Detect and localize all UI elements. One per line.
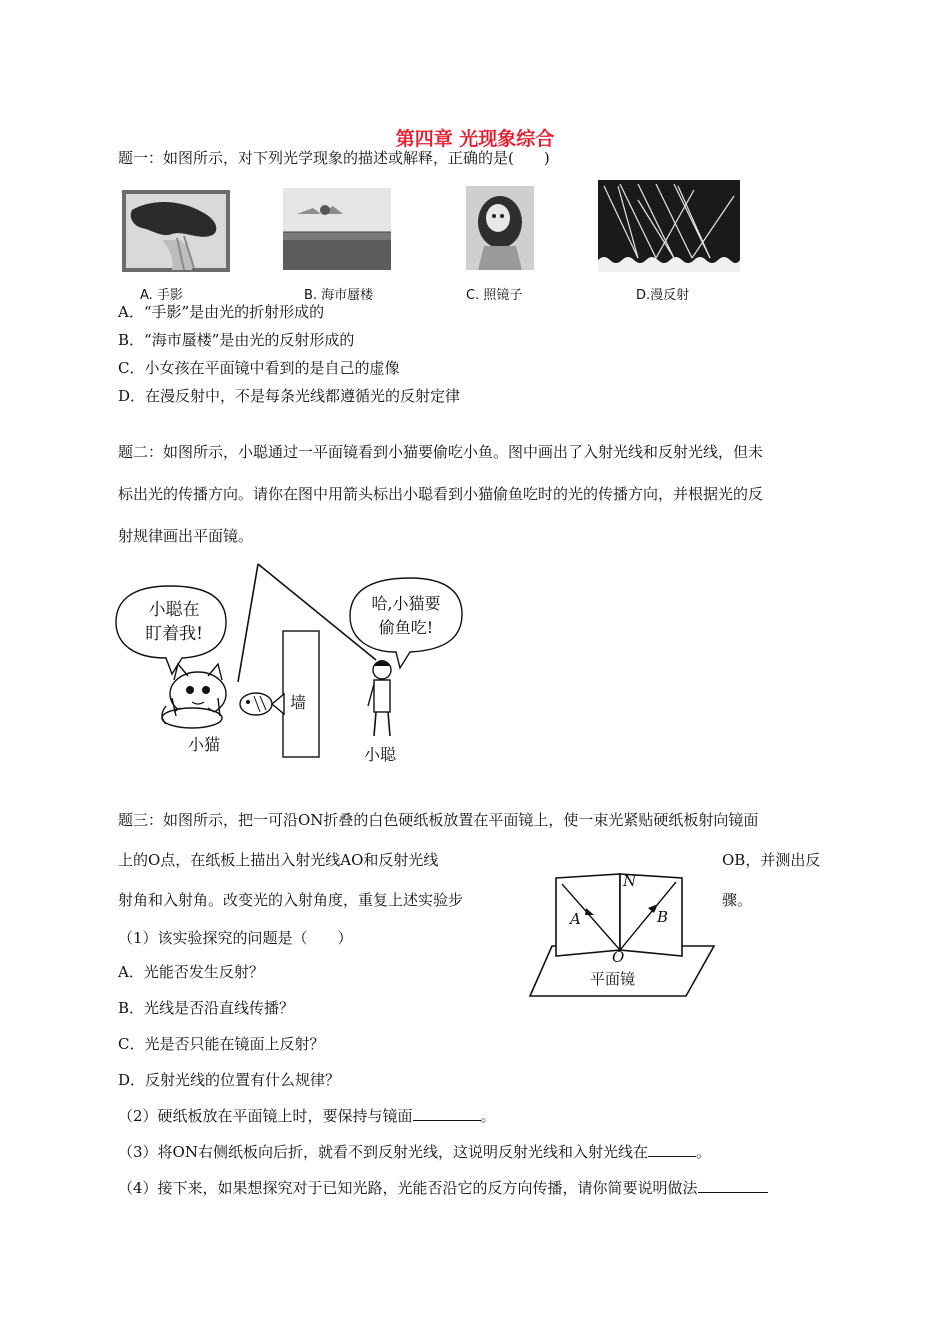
diffuse-reflection-image [598, 180, 740, 272]
q3-sub4-blank[interactable] [698, 1178, 768, 1193]
q3-sub1: （1）该实验探究的问题是（ ） [118, 929, 353, 947]
label-a: A [570, 910, 581, 928]
fish-drawing [240, 693, 284, 715]
q3-text-line1: 题三：如图所示，把一可沿ON折叠的白色硬纸板放置在平面镜上，使一束光紧贴硬纸板射向镜面 [118, 811, 759, 829]
q1-option-b: B．“海市蜃楼”是由光的反射形成的 [118, 331, 355, 349]
q3-sub2-text: （2）硬纸板放在平面镜上时，要保持与镜面 [118, 1107, 413, 1125]
cat-bubble-line2: 盯着我! [145, 624, 203, 644]
q3-text-line3b: 骤。 [722, 891, 753, 909]
q1-option-a: A．“手影”是由光的折射形成的 [118, 303, 325, 321]
hand-shadow-image [122, 190, 230, 272]
q2-text-line1: 题二：如图所示，小聪通过一平面镜看到小猫要偷吃小鱼。图中画出了入射光线和反射光线，但未 [118, 443, 764, 461]
cat-bubble-line1: 小聪在 [148, 600, 200, 620]
boy-label: 小聪 [364, 745, 397, 764]
wall-label: 墙 [290, 693, 307, 712]
label-o: O [612, 948, 625, 966]
q1-stem: 题一：如图所示，对下列光学现象的描述或解释，正确的是( ) [118, 149, 550, 167]
q3-text-line2a: 上的O点，在纸板上描出入射光线AO和反射光线 [118, 851, 439, 869]
q3-text-line2b: OB，并测出反 [722, 851, 821, 869]
girl-mirror-image [466, 186, 534, 270]
q3-text-line3a: 射角和入射角。改变光的入射角度，重复上述实验步 [118, 891, 464, 909]
boy-bubble-line2: 偷鱼吃! [378, 618, 434, 637]
cat-label: 小猫 [188, 735, 221, 754]
q3-option-a: A．光能否发生反射？ [118, 963, 264, 981]
q3-option-c: C．光是否只能在镜面上反射？ [118, 1035, 325, 1053]
mirage-image [283, 188, 391, 270]
q3-option-d: D．反射光线的位置有什么规律？ [118, 1071, 341, 1089]
caption-c: C. 照镜子 [466, 288, 523, 303]
q3-sub3-end: 。 [695, 1143, 711, 1161]
q1-option-c: C．小女孩在平面镜中看到的是自己的虚像 [118, 359, 400, 377]
q3-sub2-end: 。 [480, 1107, 496, 1125]
label-plane-mirror: 平面镜 [590, 970, 636, 988]
caption-a: A. 手影 [140, 288, 183, 303]
page-title: 第四章 光现象综合 [395, 128, 555, 150]
q1-option-d: D．在漫反射中，不是每条光线都遵循光的反射定律 [118, 387, 461, 405]
q3-sub2-blank[interactable] [413, 1106, 481, 1121]
label-n: N [623, 872, 637, 890]
q3-sub4-text: （4）接下来，如果想探究对于已知光路，光能否沿它的反方向传播，请你简要说明做法 [118, 1179, 698, 1197]
q3-option-b: B．光线是否沿直线传播？ [118, 999, 295, 1017]
label-b: B [657, 908, 669, 926]
q3-sub3-blank[interactable] [648, 1142, 696, 1157]
caption-b: B. 海市蜃楼 [304, 288, 374, 303]
boy-bubble-line1: 哈,小猫要 [371, 594, 441, 613]
q3-sub3-text: （3）将ON右侧纸板向后折，就看不到反射光线，这说明反射光线和入射光线在 [118, 1143, 648, 1161]
q2-text-line3: 射规律画出平面镜。 [118, 527, 254, 545]
boy-drawing [368, 660, 391, 736]
caption-d: D.漫反射 [636, 288, 690, 303]
q2-text-line2: 标出光的传播方向。请你在图中用箭头标出小聪看到小猫偷鱼吃时的光的传播方向，并根据光的反 [118, 485, 764, 503]
incident-ray [238, 564, 258, 682]
cat-fish-mirror-figure [110, 556, 490, 770]
